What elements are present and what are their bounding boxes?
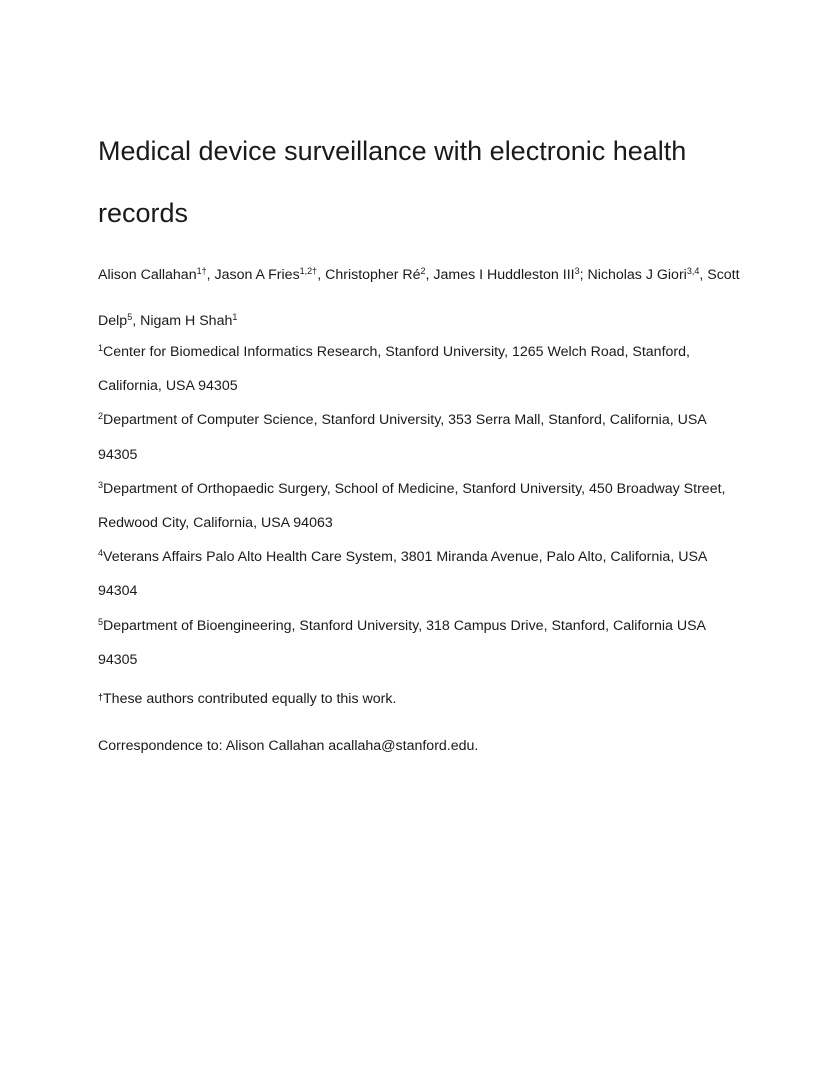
author-name: Christopher Ré (325, 267, 421, 283)
affiliation-item (98, 472, 748, 540)
author-name: Scott Delp (98, 267, 740, 329)
author-affiliation-mark: 3,4 (686, 266, 700, 276)
author-separator: , (317, 267, 326, 283)
affiliation-item (98, 540, 748, 608)
author-affiliation-mark: 3 (574, 266, 580, 276)
affiliation-item (98, 335, 748, 403)
author-separator: , (699, 267, 708, 283)
author-separator: ; (579, 267, 588, 283)
affiliation-number: 5 (98, 616, 104, 627)
affiliation-item (98, 403, 748, 471)
author-separator: , (132, 313, 141, 329)
affiliation-number: 4 (98, 548, 104, 559)
affiliation-text: Center for Biomedical Informatics Research, Stanford University, 1265 Welch Road, Stanford, California, USA 94305 (98, 344, 690, 395)
affiliation-text: Department of Orthopaedic Surgery, School of Medicine, Stanford University, 450 Broadway Street, Redwood City, California, USA 94063 (98, 480, 726, 532)
author-name: James I Huddleston III (433, 267, 575, 283)
author-affiliation-mark: 1,2† (299, 266, 318, 276)
author-separator: , (425, 267, 434, 283)
paper-title: Medical device surveillance with electronic health records (98, 136, 687, 228)
author-affiliation-mark: 1† (196, 266, 207, 276)
author-name: Nigam H Shah (140, 313, 233, 329)
author-name: Alison Callahan (98, 267, 197, 283)
affiliation-list (98, 335, 748, 677)
affiliation-text: Veterans Affairs Palo Alto Health Care System, 3801 Miranda Avenue, Palo Alto, California, USA 94304 (98, 549, 707, 600)
equal-contribution-text: These authors contributed equally to this work. (103, 691, 397, 707)
affiliation-text: Department of Bioengineering, Stanford University, 318 Campus Drive, Stanford, California USA 94305 (98, 617, 706, 668)
affiliation-number: 1 (98, 343, 104, 353)
affiliation-item (98, 609, 748, 677)
author-affiliation-mark: 1 (232, 312, 238, 322)
author-name: Jason A Fries (214, 267, 300, 283)
affiliation-text: Department of Computer Science, Stanford University, 353 Serra Mall, Stanford, California, USA 94305 (98, 412, 706, 463)
author-name: Nicholas J Giori (587, 267, 687, 283)
equal-contribution-note (98, 689, 396, 709)
author-affiliation-mark: 2 (420, 266, 426, 276)
correspondence-line: Correspondence to: Alison Callahan acallaha@stanford.edu. (98, 738, 479, 754)
author-list (98, 252, 748, 344)
author-separator: , (206, 267, 215, 283)
affiliation-number: 3 (98, 479, 104, 490)
affiliation-number: 2 (98, 411, 104, 422)
dagger-mark: † (98, 692, 104, 702)
author-affiliation-mark: 5 (127, 312, 133, 322)
